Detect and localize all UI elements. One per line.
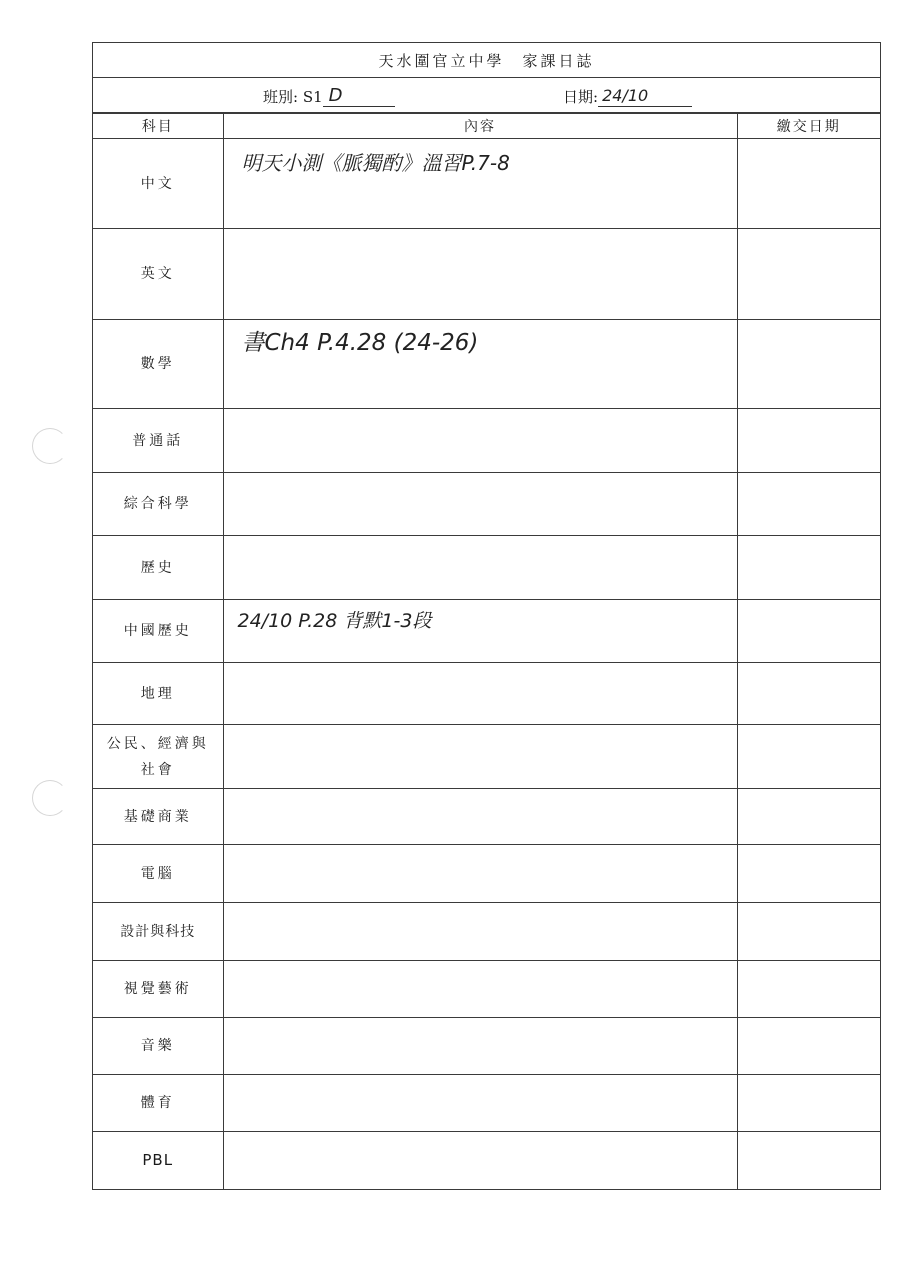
table-row: [93, 845, 880, 903]
subject-cell: 歷史: [93, 536, 223, 600]
due-date-cell: [737, 725, 880, 789]
table-row: [93, 1075, 880, 1132]
homework-diary-sheet: [92, 42, 881, 1190]
table-row: [93, 903, 880, 961]
table-row: [93, 1018, 880, 1075]
table-row: [93, 473, 880, 536]
due-date-cell: [737, 139, 880, 229]
due-date-cell: [737, 473, 880, 536]
content-cell: [223, 600, 737, 663]
class-value: D: [328, 85, 343, 106]
content-cell: [223, 139, 737, 229]
content-cell: [223, 789, 737, 845]
date-label: 日期:: [563, 88, 599, 106]
content-cell: [223, 320, 737, 409]
date-fill-line: [598, 86, 692, 107]
due-date-cell: [737, 229, 880, 320]
due-date-cell: [737, 1132, 880, 1189]
date-value: 24/10: [602, 86, 649, 105]
due-date-cell: [737, 600, 880, 663]
subject-cell: 基礎商業: [93, 789, 223, 845]
content-cell: [223, 536, 737, 600]
due-date-cell: [737, 789, 880, 845]
content-cell: [223, 409, 737, 473]
content-cell: [223, 725, 737, 789]
table-row: [93, 961, 880, 1018]
table-row: [93, 320, 880, 409]
homework-entry: 書Ch4 P.4.28 (24-26): [241, 330, 479, 356]
due-date-cell: [737, 1018, 880, 1075]
table-row: [93, 139, 880, 229]
subject-cell: 綜合科學: [93, 473, 223, 536]
due-date-cell: [737, 961, 880, 1018]
table-row: [93, 409, 880, 473]
diary-meta-row: [93, 78, 880, 113]
subject-column-header: 科目: [93, 114, 223, 139]
class-label: 班別: S1: [263, 88, 323, 106]
table-row: [93, 229, 880, 320]
due-date-column-header: 繳交日期: [737, 114, 880, 139]
class-fill-line: [323, 85, 395, 107]
subject-cell: 體育: [93, 1075, 223, 1132]
table-row: [93, 725, 880, 789]
content-cell: [223, 1075, 737, 1132]
subject-cell: 數學: [93, 320, 223, 409]
subject-cell: 設計與科技: [93, 903, 223, 961]
subject-cell: 音樂: [93, 1018, 223, 1075]
due-date-cell: [737, 903, 880, 961]
content-column-header: 內容: [223, 114, 737, 139]
table-row: [93, 536, 880, 600]
content-cell: [223, 961, 737, 1018]
table-row: [93, 1132, 880, 1189]
content-cell: [223, 845, 737, 903]
subject-cell: 電腦: [93, 845, 223, 903]
table-header-row: [93, 114, 880, 139]
homework-rows: [93, 139, 880, 1189]
due-date-cell: [737, 536, 880, 600]
date-field: [563, 86, 692, 107]
subject-cell: 視覺藝術: [93, 961, 223, 1018]
homework-entry: 24/10 P.28 背默1-3段: [237, 610, 432, 632]
content-cell: [223, 903, 737, 961]
homework-table: [93, 113, 880, 1189]
due-date-cell: [737, 409, 880, 473]
table-row: [93, 663, 880, 725]
subject-cell: 中國歷史: [93, 600, 223, 663]
due-date-cell: [737, 845, 880, 903]
subject-cell: 地理: [93, 663, 223, 725]
table-row: [93, 789, 880, 845]
binder-hole-bottom: [32, 780, 68, 816]
binder-hole-top: [32, 428, 68, 464]
diary-title: 天水圍官立中學 家課日誌: [93, 43, 880, 78]
content-cell: [223, 663, 737, 725]
subject-cell: 英文: [93, 229, 223, 320]
subject-cell: 公民、經濟與社會: [93, 725, 223, 789]
subject-cell: 中文: [93, 139, 223, 229]
table-row: [93, 600, 880, 663]
due-date-cell: [737, 663, 880, 725]
subject-cell: PBL: [93, 1132, 223, 1189]
content-cell: [223, 1018, 737, 1075]
homework-entry: 明天小測《脈獨酌》溫習P.7-8: [241, 151, 510, 175]
subject-cell: 普通話: [93, 409, 223, 473]
due-date-cell: [737, 320, 880, 409]
content-cell: [223, 229, 737, 320]
class-field: [263, 86, 395, 107]
due-date-cell: [737, 1075, 880, 1132]
content-cell: [223, 1132, 737, 1189]
content-cell: [223, 473, 737, 536]
